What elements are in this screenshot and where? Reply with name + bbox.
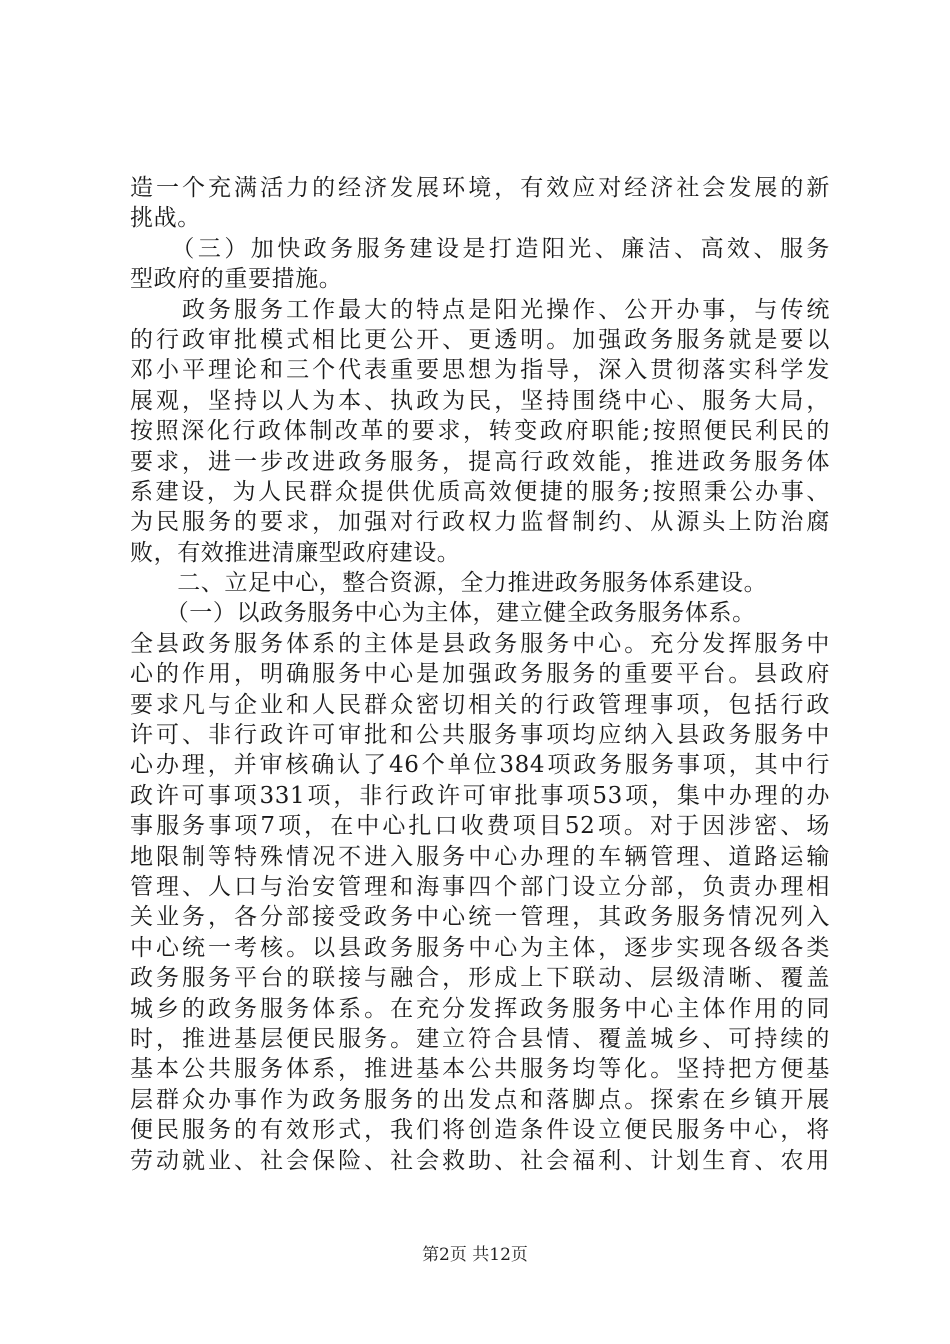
text-line: 要求，进一步改进政务服务，提高行政效能，推进政务服务体 bbox=[130, 448, 830, 475]
text-line: 层群众办事作为政务服务的出发点和落脚点。探索在乡镇开展 bbox=[130, 1086, 830, 1113]
text-line: 劳动就业、社会保险、社会救助、社会福利、计划生育、农用 bbox=[130, 1147, 830, 1174]
text-line: 便民服务的有效形式，我们将创造条件设立便民服务中心，将 bbox=[130, 1117, 830, 1144]
text-line: 按照深化行政体制改革的要求，转变政府职能;按照便民利民的 bbox=[130, 418, 830, 445]
text-line: 为民服务的要求，加强对行政权力监督制约、从源头上防治腐 bbox=[130, 509, 830, 536]
text-line: 心办理，并审核确认了46个单位384项政务服务事项，其中行 bbox=[130, 752, 830, 779]
body-text bbox=[130, 173, 830, 1176]
text-line: 基本公共服务体系，推进基本公共服务均等化。坚持把方便基 bbox=[130, 1056, 830, 1083]
text-line: 政务服务工作最大的特点是阳光操作、公开办事，与传统 bbox=[130, 296, 830, 323]
page-footer: 第2页 共12页 bbox=[422, 1245, 528, 1265]
text-line: 心的作用，明确服务中心是加强政务服务的重要平台。县政府 bbox=[130, 661, 830, 688]
text-line: 造一个充满活力的经济发展环境，有效应对经济社会发展的新 bbox=[130, 175, 830, 201]
text-line: 中心统一考核。以县政务服务中心为主体，逐步实现各级各类 bbox=[130, 934, 830, 961]
text-line: 要求凡与企业和人民群众密切相关的行政管理事项，包括行政 bbox=[130, 691, 830, 718]
text-line: 邓小平理论和三个代表重要思想为指导，深入贯彻落实科学发 bbox=[130, 357, 830, 384]
text-line: 许可、非行政许可审批和公共服务事项均应纳入县政务服务中 bbox=[130, 722, 830, 749]
text-line: 事服务事项7项，在中心扎口收费项目52项。对于因涉密、场 bbox=[130, 813, 830, 840]
text-line: 关业务，各分部接受政务中心统一管理，其政务服务情况列入 bbox=[130, 904, 830, 931]
text-line: 败，有效推进清廉型政府建设。 bbox=[130, 539, 461, 566]
text-line: 型政府的重要措施。 bbox=[130, 266, 343, 293]
text-line: 地限制等特殊情况不进入服务中心办理的车辆管理、道路运输 bbox=[130, 843, 830, 870]
text-line: 的行政审批模式相比更公开、更透明。加强政务服务就是要以 bbox=[130, 326, 830, 353]
text-line: 管理、人口与治安管理和海事四个部门设立分部，负责办理相 bbox=[130, 873, 830, 900]
text-line: 城乡的政务服务体系。在充分发挥政务服务中心主体作用的同 bbox=[130, 995, 830, 1022]
text-line: 二、立足中心，整合资源，全力推进政务服务体系建设。 bbox=[130, 570, 768, 597]
text-line: 系建设，为人民群众提供优质高效便捷的服务;按照秉公办事、 bbox=[130, 478, 830, 505]
text-line: 时，推进基层便民服务。建立符合县情、覆盖城乡、可持续的 bbox=[130, 1025, 830, 1052]
text-line: （一）以政务服务中心为主体，建立健全政务服务体系。 bbox=[130, 600, 756, 627]
text-line: 政许可事项331项，非行政许可审批事项53项，集中办理的办 bbox=[130, 782, 830, 809]
text-line: 全县政务服务体系的主体是县政务服务中心。充分发挥服务中 bbox=[130, 630, 830, 657]
text-line: 展观，坚持以人为本、执政为民，坚持围绕中心、服务大局， bbox=[130, 387, 830, 414]
text-line: 政务服务平台的联接与融合，形成上下联动、层级清晰、覆盖 bbox=[130, 965, 830, 992]
text-line: （三）加快政务服务建设是打造阳光、廉洁、高效、服务 bbox=[130, 235, 830, 262]
text-line: 挑战。 bbox=[130, 205, 201, 232]
